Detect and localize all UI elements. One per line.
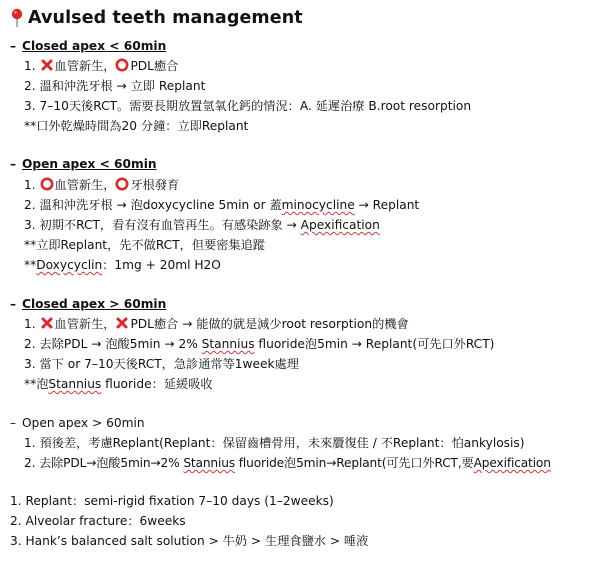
footnote-item: 2. Alveolar fracture：6weeks <box>10 514 186 528</box>
list-item: 2. 溫和沖洗牙根 → 泡doxycycline 5min or 蓋minocycline → Replant <box>24 198 420 212</box>
note-item: **口外乾燥時間為20 分鐘：立即Replant <box>24 119 249 133</box>
list-item: 3. 初期不RCT，看有沒有血管再生。有感染跡象 → Apexification <box>24 218 380 232</box>
section-header-closed-lt60: – Closed apex < 60min <box>10 39 167 53</box>
section-header-text: Open apex < 60min <box>22 157 157 171</box>
list-item: 2. 溫和沖洗牙根 → 立即 Replant <box>24 79 206 93</box>
circle-mark-icon <box>115 58 129 72</box>
cross-mark-icon <box>115 316 129 330</box>
section-header-closed-gt60: – Closed apex > 60min <box>10 297 167 311</box>
note-item: **立即Replant，先不做RCT，但要密集追蹤 <box>24 238 265 252</box>
section-header-text: Closed apex > 60min <box>22 297 167 311</box>
circle-mark-icon <box>115 177 129 191</box>
list-item: 1. 血管新生， 牙根發育 <box>24 178 180 192</box>
section-header-text: Closed apex < 60min <box>22 39 167 53</box>
list-item: 1. 血管新生， PDL癒合 <box>24 59 179 73</box>
cross-mark-icon <box>40 58 54 72</box>
pin-icon <box>10 8 24 28</box>
list-item: 1. 預後差，考慮Replant(Replant：保留齒槽骨用，未來贗復佳 / 不Replant：怕ankylosis) <box>24 436 525 450</box>
list-item: 3. 當下 or 7–10天後RCT，急診通常等1week處理 <box>24 357 299 371</box>
cross-mark-icon <box>40 316 54 330</box>
section-header-text: Open apex > 60min <box>22 416 145 430</box>
page-title <box>10 8 303 28</box>
note-item: **泡Stannius fluoride：延緩吸收 <box>24 377 213 391</box>
note-item: **Doxycyclin：1mg + 20ml H2O <box>24 258 221 272</box>
title-text: Avulsed teeth management <box>28 8 303 28</box>
list-item: 2. 去除PDL→泡酸5min→2% Stannius fluoride泡5min→Replant(可先口外RCT,要Apexification <box>24 456 551 470</box>
list-item: 2. 去除PDL → 泡酸5min → 2% Stannius fluoride泡5min → Replant(可先口外RCT) <box>24 337 495 351</box>
list-item: 3. 7–10天後RCT。需要長期放置氫氧化鈣的情況：A. 延遲治療 B.root resorption <box>24 99 472 113</box>
list-item: 1. 血管新生， PDL癒合 → 能做的就是減少root resorption的機會 <box>24 317 409 331</box>
section-header-open-lt60: – Open apex < 60min <box>10 157 157 171</box>
footnote-item: 1. Replant：semi-rigid fixation 7–10 days (1–2weeks) <box>10 494 334 508</box>
footnote-item: 3. Hank’s balanced salt solution > 牛奶 > 生理食鹽水 > 唾液 <box>10 534 369 548</box>
circle-mark-icon <box>40 177 54 191</box>
section-header-open-gt60: – Open apex > 60min <box>10 416 145 430</box>
